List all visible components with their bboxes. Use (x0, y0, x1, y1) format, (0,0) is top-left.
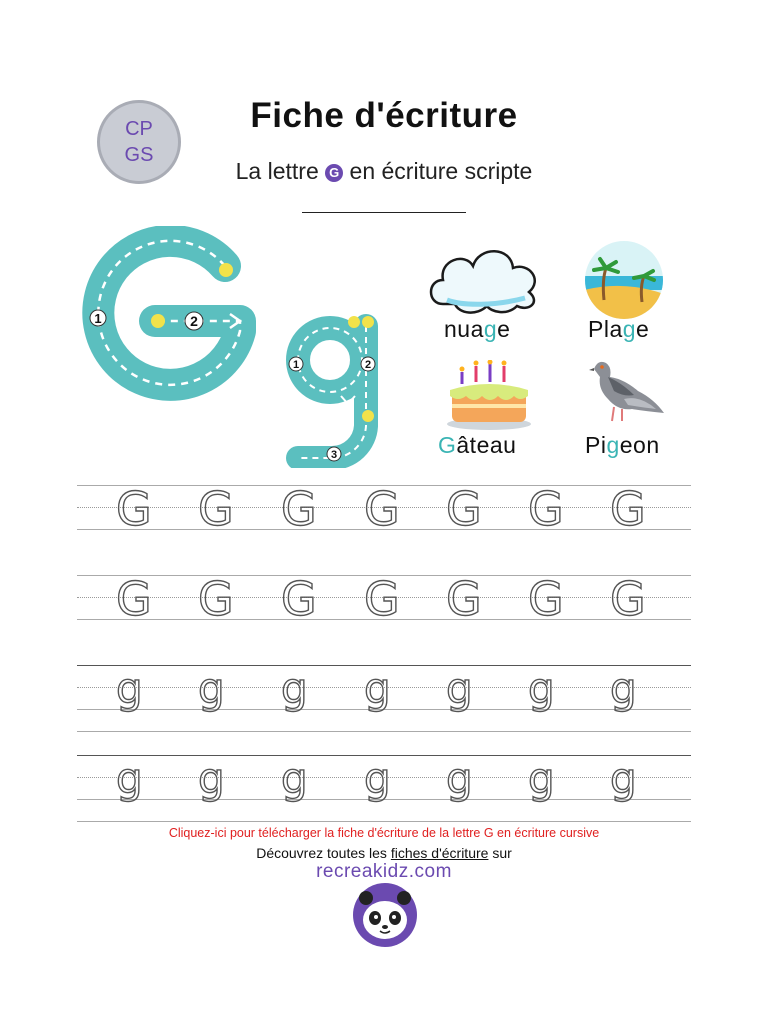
panda-logo (346, 882, 424, 948)
beach-icon (584, 240, 664, 320)
trace-letter: G (528, 482, 564, 536)
trace-letter: G (364, 572, 400, 626)
start-dot (151, 314, 165, 328)
badge-line-1: CP (125, 118, 153, 140)
subtitle-letter: G (325, 164, 343, 182)
trace-letter: g (116, 754, 143, 803)
start-dot (348, 316, 360, 328)
worksheets-link[interactable]: fiches d'écriture (390, 845, 489, 861)
trace-letter: g (446, 664, 473, 713)
step-number: 1 (94, 311, 102, 326)
badge-line-2: GS (124, 144, 154, 166)
trace-letter: G (446, 572, 482, 626)
subtitle-after: en écriture scripte (349, 158, 533, 184)
trace-letter: G (528, 572, 564, 626)
trace-letter: G (116, 572, 152, 626)
trace-letter: g (446, 754, 473, 803)
trace-letter: G (116, 482, 152, 536)
trace-letter: g (281, 664, 308, 713)
trace-letter: G (610, 482, 646, 536)
trace-letter: G (281, 482, 317, 536)
trace-letter: G (281, 572, 317, 626)
word-pigeon: Pigeon (585, 432, 660, 458)
big-uppercase-g-diagram (80, 226, 265, 416)
start-dot (219, 263, 233, 277)
guide-line (77, 821, 691, 822)
word-gateau: Gâteau (438, 432, 517, 458)
page-subtitle (0, 158, 768, 185)
trace-letter: G (364, 482, 400, 536)
title-underline (302, 212, 466, 213)
step-number: 2 (364, 359, 372, 371)
trace-letter: G (446, 482, 482, 536)
trace-letter: g (116, 664, 143, 713)
trace-letter: g (281, 754, 308, 803)
big-lowercase-g-diagram (278, 308, 398, 468)
word-plage: Plage (588, 316, 650, 342)
guide-line (77, 731, 691, 732)
step-number: 1 (292, 359, 300, 371)
page-title: Fiche d'écriture (250, 96, 518, 135)
start-dot (362, 410, 374, 422)
step-number: 2 (190, 313, 198, 329)
start-dot (362, 316, 374, 328)
trace-letter: g (610, 754, 637, 803)
trace-letter: G (610, 572, 646, 626)
trace-letter: g (364, 754, 391, 803)
trace-letter: g (198, 664, 225, 713)
footer-text: Découvrez toutes les fiches d'écriture sur (256, 845, 512, 861)
step-number: 3 (330, 449, 338, 461)
cursive-download-link[interactable]: Cliquez-ici pour télécharger la fiche d'écriture de la lettre G en écriture cursive (168, 826, 600, 840)
trace-letter: G (198, 572, 234, 626)
cake-icon (444, 360, 534, 432)
trace-letter: g (198, 754, 225, 803)
subtitle-before: La lettre (235, 158, 319, 184)
trace-letter: g (364, 664, 391, 713)
trace-letter: G (198, 482, 234, 536)
pigeon-icon (584, 355, 666, 430)
site-name[interactable]: recreakidz.com (316, 861, 452, 882)
trace-letter: g (528, 664, 555, 713)
cloud-icon (425, 240, 545, 318)
word-nuage: nuage (444, 316, 511, 342)
trace-letter: g (528, 754, 555, 803)
trace-letter: g (610, 664, 637, 713)
